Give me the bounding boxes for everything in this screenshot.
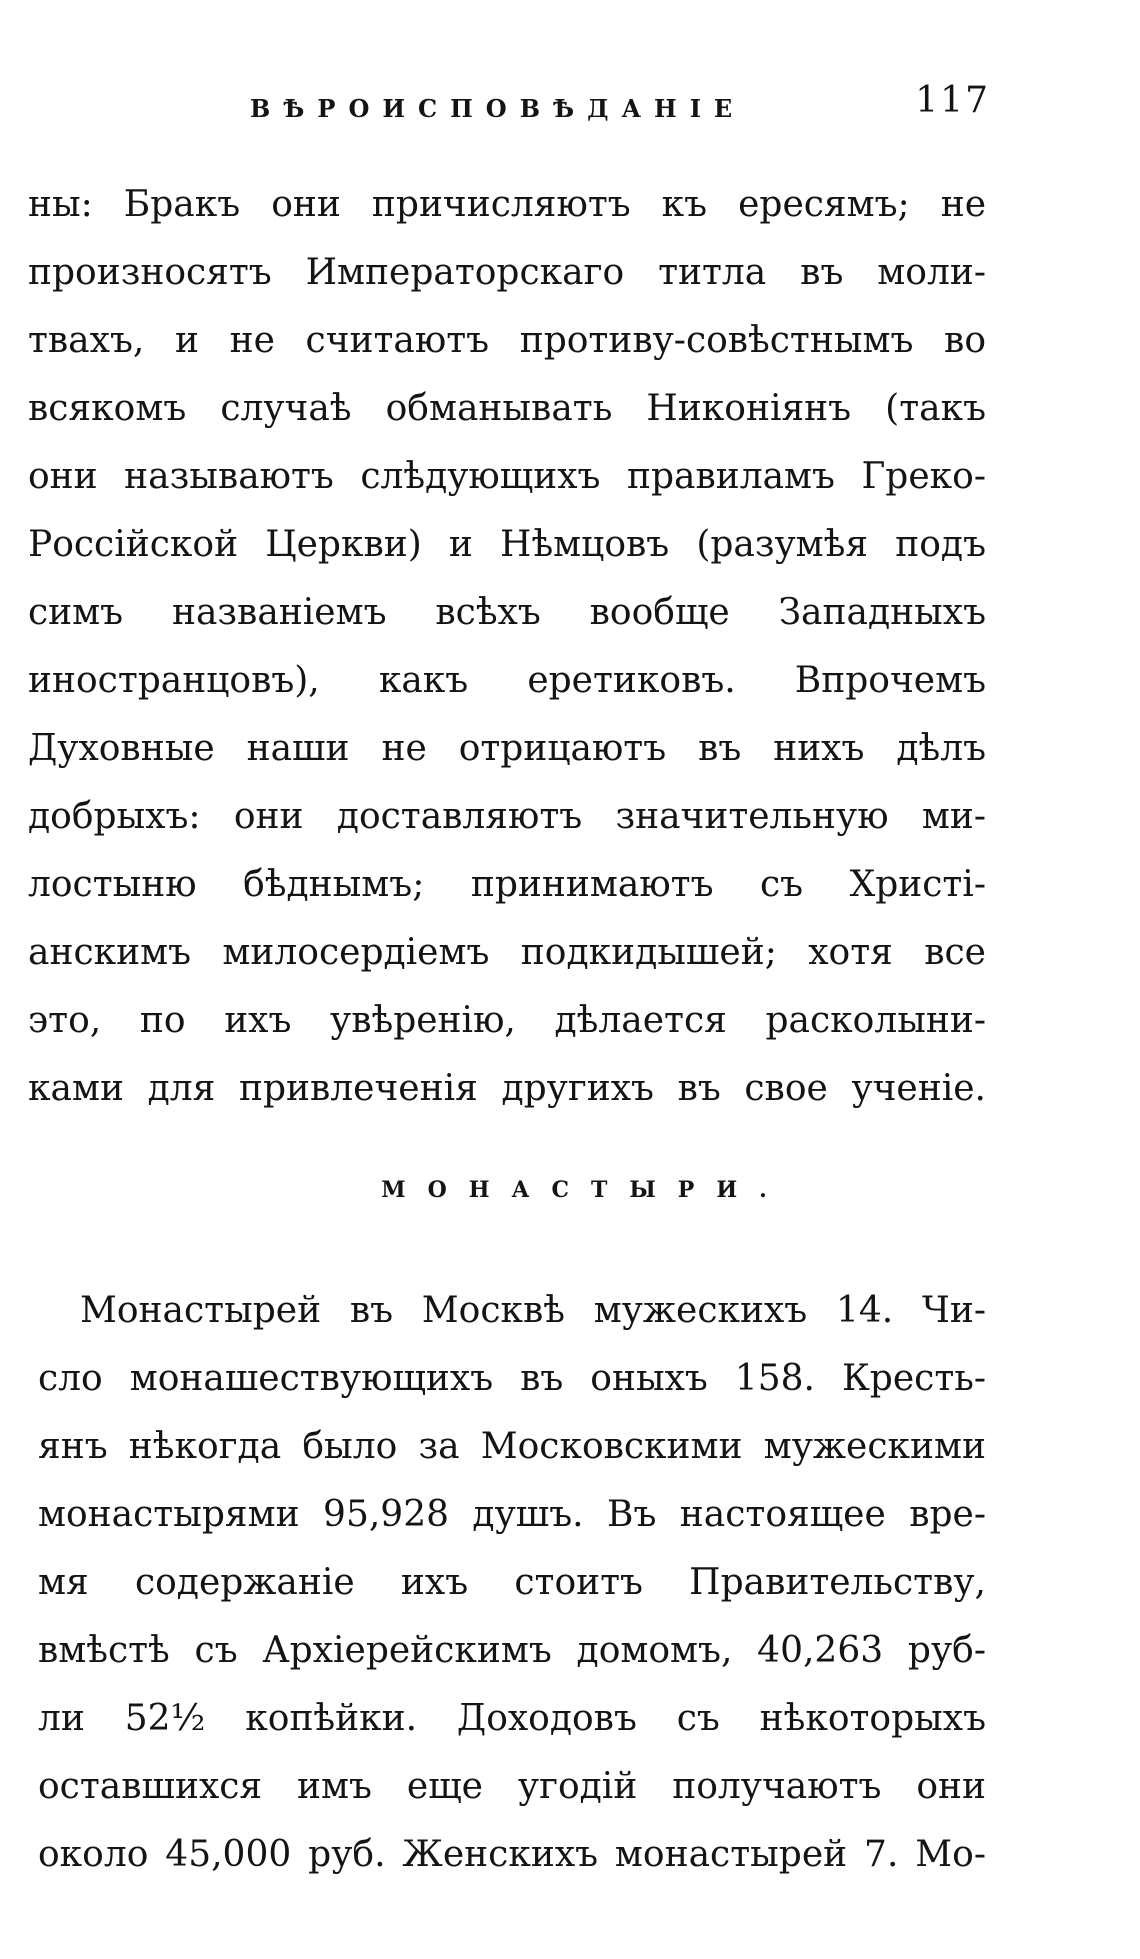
running-head (230, 80, 990, 140)
text-line: ками для привлеченія другихъ въ свое ученіе. (28, 1068, 986, 1109)
text-line: это, по ихъ увѣренію, дѣлается расколыни- (28, 1000, 986, 1041)
text-line: ны: Бракъ они причисляютъ къ ересямъ; не (28, 184, 986, 225)
text-line: оставшихся имъ еще угодій получаютъ они (38, 1766, 986, 1807)
text-line: произносятъ Императорскаго титла въ моли- (28, 252, 986, 293)
paragraph-continued (28, 171, 986, 1123)
text-line: лостыню бѣднымъ; принимаютъ съ Христі- (28, 864, 986, 905)
text-line: Монастырей въ Москвѣ мужескихъ 14. Чи- (80, 1290, 986, 1331)
text-line: они называютъ слѣдующихъ правиламъ Греко- (28, 456, 986, 497)
text-line: около 45,000 руб. Женскихъ монастырей 7. Мо- (38, 1834, 986, 1875)
running-title: ВѢРОИСПОВѢДАНІЕ (250, 94, 746, 123)
text-line: добрыхъ: они доставляютъ значительную ми- (28, 796, 986, 837)
text-line: Духовные наши не отрицаютъ въ нихъ дѣлъ (28, 728, 986, 769)
text-line: симъ названіемъ всѣхъ вообще Западныхъ (28, 592, 986, 633)
text-line: ли 52½ копѣйки. Доходовъ съ нѣкоторыхъ (38, 1698, 986, 1739)
text-line: янъ нѣкогда было за Московскими мужескими (38, 1426, 986, 1467)
page-number: 117 (915, 80, 990, 121)
text-line: монастырями 95,928 душъ. Въ настоящее вре- (38, 1494, 986, 1535)
text-line: иностранцовъ), какъ еретиковъ. Впрочемъ (28, 660, 986, 701)
text-line: анскимъ милосердіемъ подкидышей; хотя все (28, 932, 986, 973)
paragraph-monasteries (38, 1277, 986, 1889)
text-line: мя содержаніе ихъ стоитъ Правительству, (38, 1562, 986, 1603)
text-line: Россійской Церкви) и Нѣмцовъ (разумѣя подъ (28, 524, 986, 565)
text-line: сло монашествующихъ въ оныхъ 158. Кресть- (38, 1358, 986, 1399)
text-line: твахъ, и не считаютъ противу-совѣстнымъ во (28, 320, 986, 361)
text-line: всякомъ случаѣ обманывать Никоніянъ (такъ (28, 388, 986, 429)
section-heading: МОНАСТЫРИ. (381, 1177, 789, 1203)
text-line: вмѣстѣ съ Архіерейскимъ домомъ, 40,263 руб- (38, 1630, 986, 1671)
